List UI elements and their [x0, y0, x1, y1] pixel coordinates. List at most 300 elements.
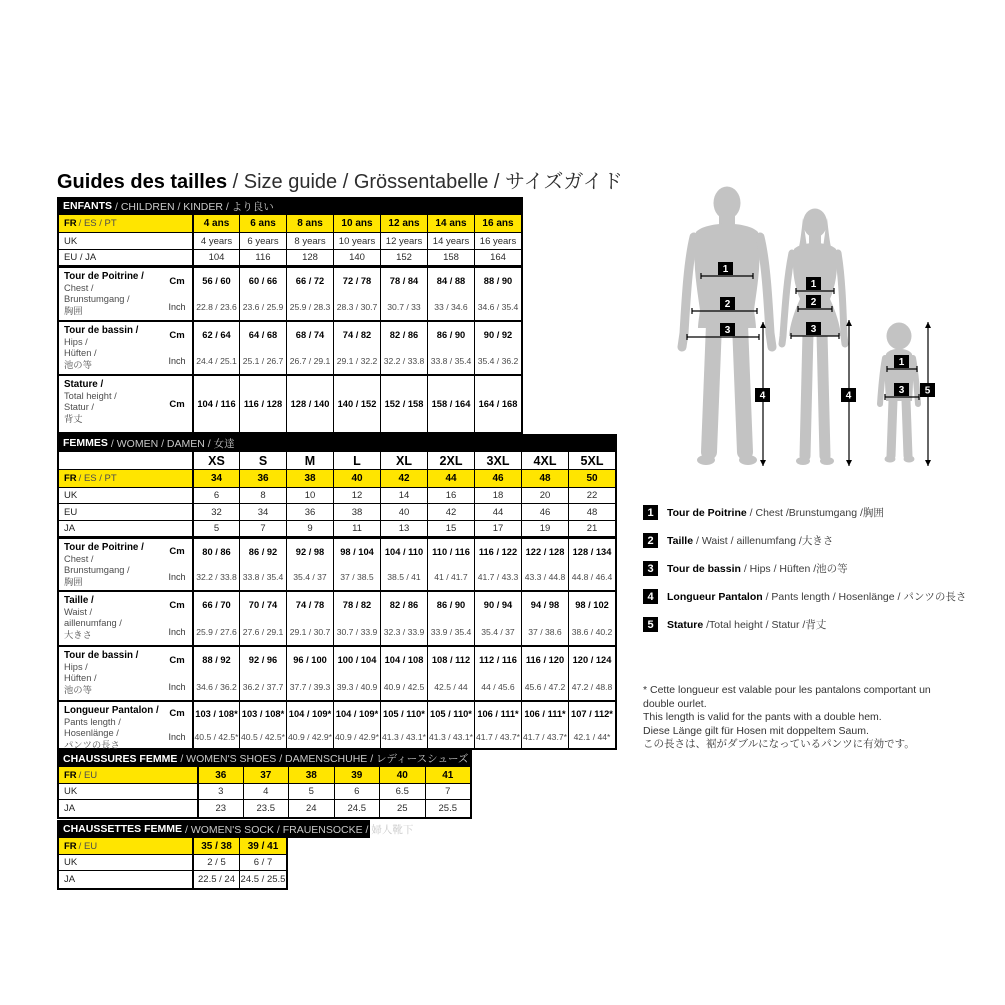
measure-block: [59, 645, 615, 700]
legend-text-rest: / Pants length / Hosenlänge / パンツの長さ: [762, 591, 967, 603]
table-cell: 82 / 86: [389, 600, 419, 611]
table-cell: 12 years: [380, 233, 427, 249]
footnote-line: This length is valid for the pants with a double hem.: [643, 711, 882, 723]
table-cell: 33 / 34.6: [434, 302, 468, 312]
legend-text-rest: /Total height / Statur /背丈: [703, 619, 827, 631]
legend-item: [643, 505, 966, 520]
table-cell: 16 years: [474, 233, 521, 249]
table-cell: 158 / 164: [431, 399, 471, 409]
table-cell: 5: [192, 521, 239, 536]
table-cell: 46: [474, 470, 521, 487]
measure-label-translation: 池の等: [64, 359, 92, 370]
table-cell: 12: [333, 488, 380, 503]
table-cell: 108 / 112: [431, 655, 471, 666]
legend-text-rest: / Chest /Brunstumgang /胸囲: [746, 507, 884, 519]
value-column: [286, 647, 333, 700]
table-cell: 33.9 / 35.4: [430, 626, 472, 637]
table-cell: 8 ans: [286, 215, 333, 232]
table-cell: 37 / 38.6: [528, 626, 562, 637]
table-cell: 25.5: [425, 800, 471, 817]
table-cell: 25: [379, 800, 425, 817]
footnote-line: この長さは、裾がダブルになっているパンツに有効です。: [643, 738, 915, 750]
table-cell: 104 / 110: [384, 546, 424, 557]
dimension-line: [920, 322, 935, 466]
table-row: [59, 871, 286, 888]
table-header-title: CHAUSSETTES FEMME: [63, 823, 183, 835]
table-cell: 40.9 / 42.5: [383, 681, 425, 692]
table-cell: 82 / 86: [389, 330, 419, 340]
table-cell: 94 / 98: [530, 600, 560, 611]
marker-number: 1: [898, 357, 905, 368]
table-row: [59, 215, 521, 233]
row-label: [59, 504, 192, 520]
value-column: [521, 702, 568, 748]
unit-cell: Inch: [168, 731, 186, 742]
table-row: [59, 488, 615, 504]
value-column: [333, 322, 380, 374]
table-header-translations: / WOMEN / DAMEN / 女達: [110, 437, 235, 450]
table-cell: 42: [380, 470, 427, 487]
table-cell: 40.5 / 42.5*: [194, 731, 239, 742]
measure-label-translation: Waist /: [64, 606, 93, 617]
table-cell: 41.7 / 43.3: [477, 572, 519, 583]
marker-number: 3: [810, 324, 817, 335]
measure-label: [59, 592, 162, 645]
row-label-bold: FR: [64, 840, 77, 852]
value-column: [192, 539, 239, 590]
table-cell: 29.1 / 32.2: [336, 356, 378, 366]
table-cell: 66 / 72: [295, 276, 325, 286]
row-label-rest: / ES / PT: [78, 473, 117, 484]
value-column: [474, 376, 521, 432]
legend-number-badge: 4: [643, 589, 658, 604]
table-cell: 36: [197, 767, 243, 783]
row-label-text: JA: [64, 874, 76, 885]
value-column: [427, 268, 474, 320]
unit-cell: Cm: [169, 275, 185, 287]
table-row: [59, 250, 521, 266]
value-column: [192, 376, 239, 432]
table-cell: 92 / 96: [248, 655, 278, 666]
table-cell: 39: [334, 767, 380, 783]
table-cell: 27.6 / 29.1: [242, 626, 284, 637]
table-cell: 122 / 128: [525, 546, 565, 557]
table-cell: 24.5: [334, 800, 380, 817]
table-cell: 107 / 112*: [571, 708, 613, 719]
table-cell: 98 / 102: [575, 600, 609, 611]
row-label-text: UK: [64, 857, 78, 868]
measure-block: [59, 537, 615, 590]
size-header-cell: XL: [380, 452, 427, 469]
table-cell: 5: [288, 784, 334, 799]
value-column: [568, 539, 615, 590]
table-cell: 72 / 78: [342, 276, 372, 286]
row-label-rest: / ES / PT: [78, 218, 117, 229]
value-column: [286, 322, 333, 374]
table-cell: 45.6 / 47.2: [524, 681, 566, 692]
table-cell: 26.7 / 29.1: [289, 356, 331, 366]
legend-item: [643, 617, 966, 632]
unit-cell: Inch: [168, 302, 186, 312]
value-column: [474, 592, 521, 645]
table-cell: 8: [239, 488, 286, 503]
measure-label: [59, 376, 162, 432]
table-row: [59, 800, 470, 817]
legend-item: [643, 561, 966, 576]
table-cell: 44: [427, 470, 474, 487]
unit-column: [162, 322, 192, 374]
table-cell: 40: [379, 767, 425, 783]
table-cell: 25.9 / 27.6: [196, 626, 237, 637]
table-cell: 116 / 128: [243, 399, 283, 409]
table-cell: 56 / 60: [202, 276, 231, 286]
table-cell: 47.2 / 48.8: [571, 681, 613, 692]
marker-number: 1: [722, 264, 729, 275]
legend-text-bold: Taille: [667, 535, 694, 547]
table-cell: 41 / 41.7: [434, 572, 468, 583]
table-cell: 14: [380, 488, 427, 503]
table-cell: 128 / 134: [572, 546, 612, 557]
table-cell: 35.4 / 36.2: [477, 356, 519, 366]
table-header-socks: [57, 820, 414, 838]
row-label: [59, 233, 192, 249]
table-cell: 120 / 124: [572, 655, 612, 666]
table-cell: 24.5 / 25.5: [239, 871, 286, 888]
table-cell: 16 ans: [474, 215, 521, 232]
value-column: [286, 592, 333, 645]
table-cell: 10 years: [333, 233, 380, 249]
table-cell: 36: [286, 504, 333, 520]
table-cell: 6: [192, 488, 239, 503]
measure-label-fr: Tour de Poitrine /: [64, 271, 144, 282]
marker-number: 3: [898, 385, 905, 396]
table-cell: 78 / 84: [389, 276, 419, 286]
table-cell: 6: [334, 784, 380, 799]
table-cell: 105 / 110*: [383, 708, 425, 719]
table-cell: 29.1 / 30.7: [289, 626, 331, 637]
table-cell: 32.2 / 33.8: [196, 572, 237, 583]
table-body: [57, 838, 288, 890]
table-cell: 4 years: [192, 233, 239, 249]
measure-label-translation: Hosenlänge /: [64, 728, 119, 738]
table-cell: 41.3 / 43.1*: [429, 731, 473, 742]
title-rest: / Size guide / Grössentabelle / サイズガイド: [227, 171, 623, 193]
table-header-title: ENFANTS: [63, 200, 113, 212]
table-cell: 86 / 90: [436, 330, 466, 340]
table-cell: 64 / 68: [248, 330, 278, 340]
measure-block: [59, 374, 521, 432]
table-shoes: [57, 750, 472, 819]
value-column: [474, 268, 521, 320]
row-label-bold: FR: [64, 218, 77, 229]
value-column: [474, 647, 521, 700]
table-cell: 105 / 110*: [430, 708, 472, 719]
table-socks: [57, 820, 414, 890]
measure-label-translation: 池の等: [64, 684, 92, 695]
table-cell: 4: [243, 784, 289, 799]
table-cell: 46: [521, 504, 568, 520]
value-column: [380, 376, 427, 432]
table-cell: 40.9 / 42.9*: [288, 731, 332, 742]
table-cell: 98 / 104: [340, 546, 374, 557]
legend-text: [667, 617, 826, 632]
measure-label-translation: 胸囲: [64, 576, 83, 587]
table-cell: 110 / 116: [432, 546, 470, 557]
table-cell: 128 / 140: [290, 399, 330, 409]
measure-label-translation: Hüften /: [64, 348, 97, 358]
row-label: [59, 800, 197, 817]
measure-label-translation: Hips /: [64, 336, 88, 347]
table-cell: 24: [288, 800, 334, 817]
row-label-text: JA: [64, 523, 76, 534]
dimension-number: 4: [759, 390, 766, 402]
table-cell: 32: [192, 504, 239, 520]
table-row: [59, 233, 521, 250]
table-cell: 37 / 38.5: [340, 572, 374, 583]
table-cell: 44.8 / 46.4: [571, 572, 613, 583]
row-label-text: JA: [64, 803, 76, 814]
value-column: [192, 702, 239, 748]
measure-label-translation: 背丈: [64, 413, 83, 424]
value-column: [521, 539, 568, 590]
table-header-enfants: [57, 197, 523, 215]
measure-label: [59, 647, 162, 700]
table-cell: 40.5 / 42.5*: [241, 731, 285, 742]
table-cell: 40: [333, 470, 380, 487]
legend-number-badge: 3: [643, 561, 658, 576]
row-label-text: UK: [64, 235, 78, 247]
table-cell: 41: [425, 767, 471, 783]
value-column: [568, 592, 615, 645]
table-cell: 15: [427, 521, 474, 536]
value-column: [427, 376, 474, 432]
table-cell: 18: [474, 488, 521, 503]
table-cell: 68 / 74: [295, 330, 325, 340]
table-cell: 86 / 92: [248, 546, 278, 557]
footnote: [643, 684, 983, 752]
value-column: [333, 702, 380, 748]
unit-cell: Cm: [169, 708, 185, 719]
table-cell: 13: [380, 521, 427, 536]
table-cell: 40.9 / 42.9*: [335, 731, 379, 742]
table-cell: 32.2 / 33.8: [383, 356, 425, 366]
unit-column: [162, 592, 192, 645]
row-label-bold: FR: [64, 473, 77, 484]
table-cell: 6 ans: [239, 215, 286, 232]
unit-cell: Cm: [169, 654, 185, 666]
measure-label: [59, 539, 162, 590]
table-cell: 34: [192, 470, 239, 487]
table-cell: 34.6 / 35.4: [477, 302, 519, 312]
measure-block: [59, 700, 615, 748]
table-cell: 2 / 5: [192, 855, 239, 870]
table-cell: 14 years: [427, 233, 474, 249]
measure-label: [59, 268, 162, 320]
table-cell: 25.9 / 28.3: [289, 302, 331, 312]
measure-label-translation: Chest /: [64, 282, 94, 293]
table-cell: 23: [197, 800, 243, 817]
table-cell: 6.5: [379, 784, 425, 799]
value-column: [474, 322, 521, 374]
table-header-title: CHAUSSURES FEMME: [63, 752, 178, 765]
legend-text-bold: Tour de bassin: [667, 563, 741, 575]
measure-block: [59, 266, 521, 320]
footnote-line: Diese Länge gilt für Hosen mit doppeltem Saum.: [643, 724, 869, 737]
marker-number: 2: [724, 299, 731, 310]
table-body: [57, 452, 617, 750]
table-cell: 164: [474, 250, 521, 265]
title-main: Guides des tailles: [57, 171, 228, 193]
measure-label-translation: Statur /: [64, 402, 94, 412]
measure-label: [59, 322, 162, 374]
measure-label-translation: Hips /: [64, 661, 88, 672]
row-label: [59, 470, 192, 487]
table-cell: 34.6 / 36.2: [196, 681, 237, 692]
table-cell: 48: [568, 504, 615, 520]
unit-cell: Inch: [168, 626, 186, 637]
measure-label-translation: aillenumfang /: [64, 618, 122, 628]
table-cell: 9: [286, 521, 333, 536]
table-cell: 12 ans: [380, 215, 427, 232]
table-row: [59, 784, 470, 800]
measure-label-fr: Taille /: [64, 595, 94, 606]
value-column: [286, 702, 333, 748]
table-cell: 100 / 104: [337, 655, 377, 666]
table-cell: 8 years: [286, 233, 333, 249]
table-row: [59, 855, 286, 871]
measure-label-fr: Tour de Poitrine /: [64, 542, 144, 553]
table-cell: 103 / 108*: [195, 708, 238, 719]
table-cell: 78 / 82: [342, 600, 372, 611]
table-cell: 35 / 38: [192, 838, 239, 854]
row-label-text: UK: [64, 786, 78, 797]
row-label: [59, 838, 192, 854]
value-column: [333, 376, 380, 432]
size-header-cell: L: [333, 452, 380, 469]
footnote-line: double ourlet.: [643, 697, 707, 710]
table-cell: 152: [380, 250, 427, 265]
table-cell: 128: [286, 250, 333, 265]
size-header-cell: 2XL: [427, 452, 474, 469]
table-cell: 74 / 78: [295, 600, 325, 611]
table-cell: 24.4 / 25.1: [196, 356, 237, 366]
measure-label-translation: Brunstumgang /: [64, 294, 130, 304]
table-cell: 17: [474, 521, 521, 536]
legend-text: [667, 589, 966, 604]
value-column: [239, 376, 286, 432]
unit-cell: Cm: [169, 546, 185, 558]
measure-label-fr: Longueur Pantalon /: [64, 705, 159, 716]
table-cell: 104 / 109*: [335, 708, 379, 719]
table-cell: 30.7 / 33: [387, 302, 421, 312]
value-column: [427, 702, 474, 748]
table-cell: 88 / 92: [202, 655, 231, 666]
row-label: [59, 871, 192, 888]
value-column: [333, 592, 380, 645]
table-cell: 7: [239, 521, 286, 536]
value-column: [192, 322, 239, 374]
value-column: [380, 322, 427, 374]
table-cell: 86 / 90: [436, 600, 466, 611]
sizes-row: [59, 452, 615, 470]
table-cell: 70 / 74: [248, 600, 278, 611]
page-title: [57, 165, 623, 194]
table-cell: 23.5: [243, 800, 289, 817]
dimension-number: 5: [924, 385, 931, 397]
table-cell: 50: [568, 470, 615, 487]
value-column: [427, 592, 474, 645]
table-cell: 39 / 41: [239, 838, 286, 854]
measure-label-translation: パンツの長さ: [64, 739, 120, 750]
value-column: [380, 268, 427, 320]
table-cell: 32.3 / 33.9: [383, 626, 425, 637]
table-cell: 36: [239, 470, 286, 487]
unit-column: [162, 702, 192, 748]
size-header-cell: S: [239, 452, 286, 469]
value-column: [474, 702, 521, 748]
unit-cell: Cm: [169, 329, 185, 341]
table-cell: 33.8 / 35.4: [242, 572, 284, 583]
measure-label-translation: Total height /: [64, 390, 117, 401]
row-label-bold: FR: [64, 769, 77, 781]
table-cell: 38: [333, 504, 380, 520]
legend-text-bold: Tour de Poitrine: [667, 507, 747, 519]
row-label: [59, 767, 197, 783]
table-cell: 80 / 86: [202, 546, 231, 557]
table-cell: 84 / 88: [436, 276, 466, 286]
table-cell: 16: [427, 488, 474, 503]
table-cell: 48: [521, 470, 568, 487]
measure-label-translation: 大きさ: [64, 629, 92, 640]
legend-text-bold: Stature: [667, 619, 704, 631]
measure-block: [59, 320, 521, 374]
table-row: [59, 504, 615, 521]
table-cell: 38: [288, 767, 334, 783]
table-cell: 20: [521, 488, 568, 503]
row-label: [59, 784, 197, 799]
table-row: [59, 838, 286, 855]
table-header-translations: / WOMEN'S SHOES / DAMENSCHUHE / レディースシューズ: [180, 753, 469, 765]
table-cell: 62 / 64: [202, 330, 231, 340]
legend-text-rest: / Waist / aillenumfang /大きさ: [693, 535, 834, 547]
table-cell: 6 / 7: [239, 855, 286, 870]
table-cell: 14 ans: [427, 215, 474, 232]
legend-text-bold: Longueur Pantalon: [667, 591, 763, 603]
table-cell: 23.6 / 25.9: [242, 302, 284, 312]
measure-block: [59, 590, 615, 645]
table-enfants: [57, 197, 523, 434]
unit-cell: Cm: [169, 398, 185, 410]
table-row: [59, 470, 615, 488]
table-cell: 60 / 66: [248, 276, 278, 286]
unit-cell: Inch: [168, 572, 186, 583]
value-column: [521, 647, 568, 700]
table-cell: 35.4 / 37: [481, 626, 515, 637]
table-body: [57, 215, 523, 434]
table-cell: 140 / 152: [337, 399, 377, 409]
value-column: [239, 268, 286, 320]
table-cell: 22.5 / 24: [192, 871, 239, 888]
value-column: [192, 647, 239, 700]
table-cell: 30.7 / 33.9: [336, 626, 378, 637]
value-column: [239, 592, 286, 645]
table-cell: 28.3 / 30.7: [336, 302, 378, 312]
value-column: [286, 268, 333, 320]
table-cell: 41.3 / 43.1*: [382, 731, 426, 742]
table-cell: 140: [333, 250, 380, 265]
unit-column: [162, 268, 192, 320]
measurement-legend: [643, 505, 966, 645]
